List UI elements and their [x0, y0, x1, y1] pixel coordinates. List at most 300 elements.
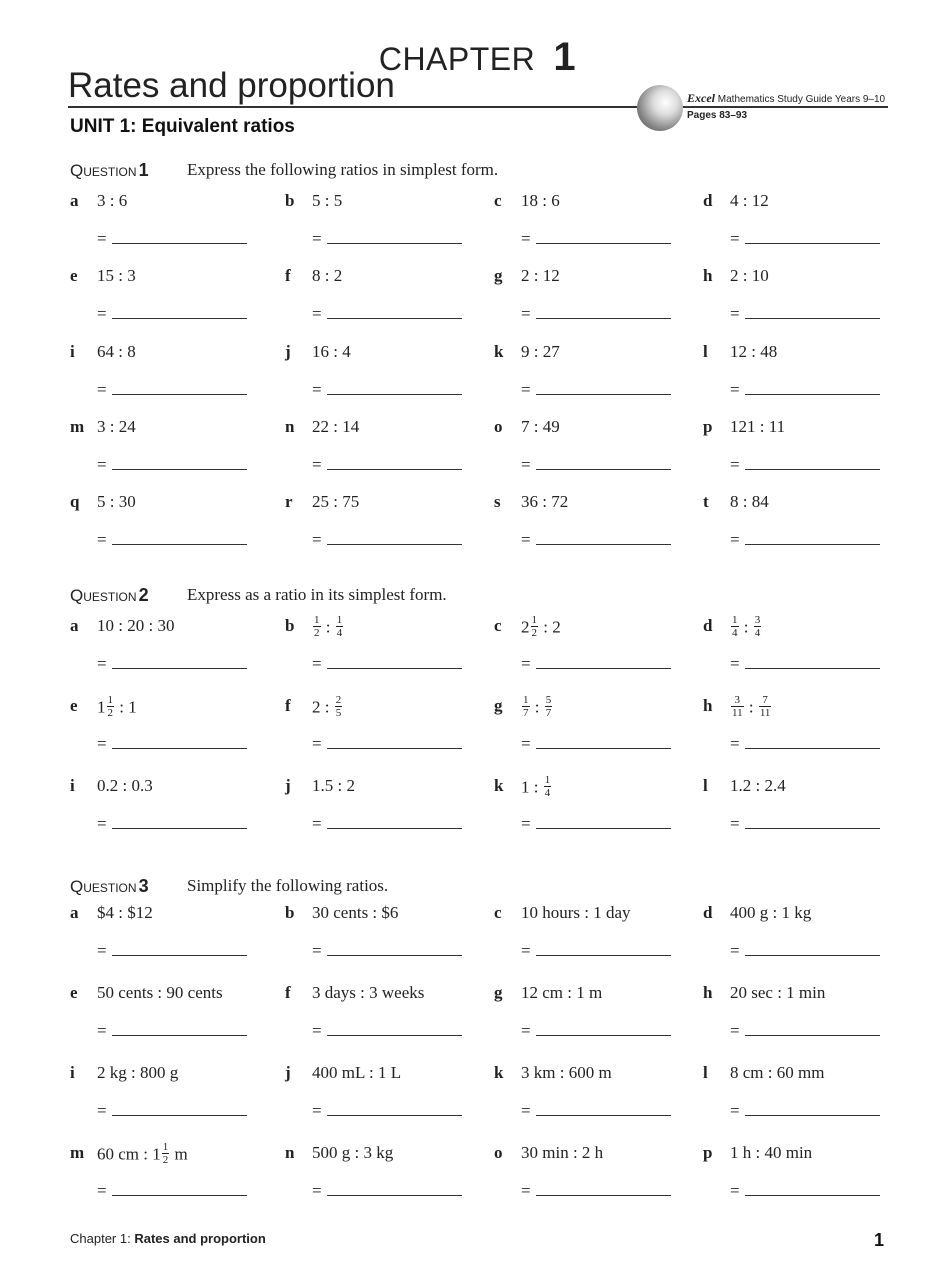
item-letter: m [70, 1143, 85, 1162]
equals-sign: = [312, 530, 322, 550]
item-letter: l [703, 776, 708, 795]
equals-sign: = [521, 454, 531, 474]
equals-sign: = [730, 530, 740, 550]
answer-blank[interactable] [327, 243, 462, 244]
equals-sign: = [97, 1181, 107, 1200]
question-item [70, 417, 260, 487]
item-expression [521, 983, 602, 1003]
question-item [703, 266, 893, 336]
item-letter: i [70, 776, 75, 795]
fraction-numerator: 1 [162, 1141, 169, 1153]
fraction [731, 694, 744, 719]
equals-sign: = [312, 379, 322, 399]
fraction-denominator: 2 [531, 627, 537, 639]
question-item [494, 342, 684, 412]
item-expression [312, 616, 344, 641]
item-letter: k [494, 341, 504, 361]
answer-blank[interactable] [536, 828, 671, 829]
equals-sign: = [312, 229, 322, 248]
fraction-denominator: 4 [544, 787, 551, 799]
item-expression: 2 : 12 [521, 266, 560, 286]
fraction [754, 614, 762, 639]
answer-blank[interactable] [745, 318, 880, 319]
answer-blank[interactable] [112, 668, 247, 669]
item-letter: b [285, 903, 295, 922]
item-letter: h [703, 696, 713, 715]
equals-sign: = [97, 1021, 107, 1040]
item-expression [97, 696, 137, 721]
question-heading [70, 160, 499, 181]
expression-text: 2 [521, 617, 530, 637]
equals-sign: = [521, 1181, 531, 1200]
item-letter: m [70, 416, 85, 436]
question-item [70, 903, 260, 973]
question-word: Question [70, 161, 137, 180]
item-expression [730, 983, 825, 1003]
item-expression: 64 : 8 [97, 341, 136, 361]
answer-blank[interactable] [536, 955, 671, 956]
equals-sign: = [97, 734, 107, 753]
expression-text: 1 [97, 697, 106, 717]
item-expression: 16 : 4 [312, 341, 351, 361]
expression-text: 2 kg : 800 g [97, 1063, 179, 1082]
item-expression [521, 1063, 612, 1083]
equals-sign: = [97, 530, 107, 550]
equals-sign: = [730, 454, 740, 474]
item-letter: j [285, 341, 291, 361]
item-letter: d [703, 191, 713, 210]
item-expression [521, 903, 631, 923]
expression-text: : [744, 697, 758, 717]
item-letter: c [494, 903, 502, 922]
item-letter: n [285, 416, 295, 436]
item-expression [97, 1143, 188, 1168]
question-prompt: Simplify the following ratios. [187, 876, 389, 895]
expression-text: 10 hours : 1 day [521, 903, 631, 922]
question-heading [70, 585, 447, 606]
item-expression: 8 : 2 [312, 266, 343, 286]
item-letter: d [703, 616, 713, 635]
question-item [703, 776, 893, 846]
equals-sign: = [97, 1101, 107, 1120]
study-guide-reference [687, 91, 885, 106]
answer-blank[interactable] [745, 544, 880, 545]
equals-sign: = [97, 304, 107, 324]
unit-heading: UNIT 1: Equivalent ratios [70, 116, 295, 137]
fraction-denominator: 11 [732, 707, 743, 719]
expression-text: : [530, 697, 544, 717]
expression-text: 8 cm : 60 mm [730, 1063, 825, 1082]
fraction [522, 694, 530, 719]
equals-sign: = [730, 1021, 740, 1040]
item-letter: e [70, 266, 78, 286]
chapter-word: CHAPTER [378, 41, 536, 77]
question-item [703, 696, 893, 766]
fraction-denominator: 4 [732, 627, 738, 639]
equals-sign: = [521, 1101, 531, 1120]
question-item [285, 776, 475, 846]
fraction-denominator: 7 [523, 707, 529, 719]
equals-sign: = [730, 734, 740, 753]
question-prompt: Express as a ratio in its simplest form. [187, 585, 447, 604]
question-item [285, 417, 475, 487]
answer-blank[interactable] [745, 243, 880, 244]
question-item [703, 616, 893, 686]
answer-blank[interactable] [327, 1035, 462, 1036]
item-expression: 3 : 24 [97, 416, 136, 436]
expression-text: $4 : $12 [97, 903, 153, 922]
pages-reference: Pages 83–93 [687, 110, 748, 121]
title-divider [68, 106, 888, 108]
fraction-numerator: 1 [107, 694, 113, 706]
equals-sign: = [312, 1021, 322, 1040]
answer-blank[interactable] [536, 318, 671, 319]
item-letter: a [70, 616, 79, 635]
question-item [494, 616, 684, 686]
answer-blank[interactable] [536, 1195, 671, 1196]
equals-sign: = [730, 1181, 740, 1200]
answer-blank[interactable] [327, 469, 462, 470]
item-letter: i [70, 341, 75, 361]
answer-blank[interactable] [536, 1115, 671, 1116]
question-item [703, 191, 893, 261]
item-expression: 36 : 72 [521, 492, 569, 512]
expression-text: : [321, 617, 335, 637]
equals-sign: = [312, 454, 322, 474]
question-item [285, 266, 475, 336]
fraction-numerator: 1 [314, 614, 320, 626]
question-item [70, 191, 260, 261]
equals-sign: = [97, 654, 107, 673]
answer-blank[interactable] [327, 394, 462, 395]
item-letter: l [703, 341, 708, 361]
equals-sign: = [312, 1181, 322, 1200]
item-letter: g [494, 983, 503, 1002]
item-expression [521, 776, 552, 801]
question-item [285, 696, 475, 766]
item-letter: f [285, 696, 291, 715]
expression-text: m [170, 1144, 188, 1164]
answer-blank[interactable] [745, 1115, 880, 1116]
question-item [70, 342, 260, 412]
question-item [285, 616, 475, 686]
fraction-numerator: 1 [544, 774, 551, 786]
item-expression: 5 : 5 [312, 191, 343, 210]
answer-blank[interactable] [745, 394, 880, 395]
item-expression [730, 903, 811, 923]
equals-sign: = [97, 229, 107, 248]
equals-sign: = [521, 941, 531, 960]
answer-blank[interactable] [327, 748, 462, 749]
answer-blank[interactable] [112, 1195, 247, 1196]
item-expression [312, 903, 398, 923]
expression-text: : 1 [115, 697, 137, 717]
question-item [70, 1143, 260, 1213]
expression-text: 1.2 : 2.4 [730, 776, 786, 795]
item-expression [97, 776, 153, 796]
answer-blank[interactable] [112, 828, 247, 829]
answer-blank[interactable] [327, 955, 462, 956]
item-letter: f [285, 266, 291, 286]
item-expression [521, 1143, 603, 1163]
question-item [285, 191, 475, 261]
page-title: Rates and proportion [68, 66, 395, 105]
item-expression [730, 696, 772, 721]
equals-sign: = [312, 814, 322, 833]
item-letter: t [703, 492, 709, 512]
fraction-denominator: 2 [162, 1154, 169, 1166]
question-item [285, 492, 475, 562]
answer-blank[interactable] [327, 828, 462, 829]
fraction-numerator: 3 [731, 694, 744, 707]
footer-chapter [70, 1231, 266, 1246]
equals-sign: = [730, 814, 740, 833]
equals-sign: = [97, 454, 107, 474]
item-letter: q [70, 492, 80, 512]
item-expression [97, 983, 223, 1003]
item-letter: p [703, 1143, 713, 1162]
item-expression [312, 1143, 393, 1163]
expression-text: 500 g : 3 kg [312, 1143, 394, 1162]
item-letter: b [285, 191, 295, 210]
answer-blank[interactable] [112, 748, 247, 749]
fraction-numerator: 7 [759, 694, 772, 707]
item-expression: 2 : 10 [730, 266, 769, 286]
guide-brand: Excel [687, 91, 715, 105]
equals-sign: = [521, 654, 531, 673]
question-item [70, 696, 260, 766]
question-item [70, 616, 260, 686]
expression-text: 12 cm : 1 m [521, 983, 603, 1002]
question-item [70, 983, 260, 1053]
question-item [494, 903, 684, 973]
expression-text: 400 mL : 1 L [312, 1063, 402, 1082]
question-item [494, 1143, 684, 1213]
answer-blank[interactable] [327, 668, 462, 669]
answer-blank[interactable] [112, 1115, 247, 1116]
answer-blank[interactable] [745, 828, 880, 829]
item-expression [97, 1063, 178, 1083]
item-expression [521, 616, 561, 641]
fraction [107, 694, 115, 719]
question-item [494, 1063, 684, 1133]
item-letter: k [494, 776, 504, 795]
question-item [703, 342, 893, 412]
item-letter: j [285, 1063, 291, 1082]
item-letter: g [494, 266, 503, 286]
question-item [70, 1063, 260, 1133]
item-letter: j [285, 776, 291, 795]
fraction [544, 774, 552, 799]
expression-text: 60 cm : 1 [97, 1144, 161, 1164]
fraction-numerator: 2 [335, 694, 342, 706]
fraction-numerator: 1 [531, 614, 537, 626]
question-item [703, 903, 893, 973]
item-letter: b [285, 616, 295, 635]
equals-sign: = [521, 229, 531, 248]
guide-name: Mathematics Study Guide Years 9–10 [717, 94, 886, 105]
expression-text: 50 cents : 90 cents [97, 983, 223, 1002]
item-expression [97, 903, 153, 923]
item-letter: f [285, 983, 291, 1002]
answer-blank[interactable] [745, 955, 880, 956]
question-item [70, 776, 260, 846]
equals-sign: = [312, 734, 322, 753]
answer-blank[interactable] [327, 544, 462, 545]
expression-text: 3 km : 600 m [521, 1063, 612, 1082]
item-expression: 8 : 84 [730, 492, 769, 512]
equals-sign: = [97, 941, 107, 960]
chapter-number: 1 [553, 35, 577, 79]
expression-text: 0.2 : 0.3 [97, 776, 153, 795]
answer-blank[interactable] [536, 668, 671, 669]
equals-sign: = [521, 1021, 531, 1040]
item-expression: 4 : 12 [730, 191, 769, 210]
answer-blank[interactable] [745, 1035, 880, 1036]
question-item [494, 983, 684, 1053]
item-expression [97, 616, 174, 636]
equals-sign: = [312, 1101, 322, 1120]
question-prompt: Express the following ratios in simplest form. [187, 160, 499, 179]
question-item [494, 417, 684, 487]
answer-blank[interactable] [536, 243, 671, 244]
question-item [494, 266, 684, 336]
expression-text: 20 sec : 1 min [730, 983, 826, 1002]
answer-blank[interactable] [536, 748, 671, 749]
item-letter: e [70, 696, 78, 715]
item-letter: e [70, 983, 78, 1002]
equals-sign: = [730, 941, 740, 960]
fraction-denominator: 2 [314, 627, 320, 639]
question-item [70, 492, 260, 562]
answer-blank[interactable] [112, 243, 247, 244]
expression-text: 1 h : 40 min [730, 1143, 813, 1162]
equals-sign: = [312, 654, 322, 673]
equals-sign: = [730, 654, 740, 673]
question-item [703, 1063, 893, 1133]
item-letter: a [70, 191, 79, 210]
item-letter: s [494, 492, 501, 512]
equals-sign: = [730, 379, 740, 399]
equals-sign: = [97, 814, 107, 833]
item-letter: h [703, 266, 713, 286]
item-expression [730, 1063, 824, 1083]
question-item [494, 492, 684, 562]
item-letter: k [494, 1063, 504, 1082]
answer-blank[interactable] [745, 469, 880, 470]
fraction-denominator: 7 [545, 707, 552, 719]
item-expression: 121 : 11 [730, 416, 786, 436]
item-expression [312, 983, 424, 1003]
fraction-numerator: 1 [732, 614, 738, 626]
question-item [70, 266, 260, 336]
question-number: 3 [138, 876, 149, 896]
fraction [759, 694, 772, 719]
item-expression [521, 696, 553, 721]
expression-text: 2 : [312, 697, 334, 717]
expression-text: 3 days : 3 weeks [312, 983, 425, 1002]
answer-blank[interactable] [745, 668, 880, 669]
fraction-denominator: 4 [754, 627, 761, 639]
question-word: Question [70, 586, 137, 605]
question-item [285, 903, 475, 973]
item-letter: a [70, 903, 79, 922]
expression-text: : 2 [539, 617, 561, 637]
fraction [336, 614, 344, 639]
fraction-denominator: 5 [335, 707, 342, 719]
equals-sign: = [521, 814, 531, 833]
answer-blank[interactable] [112, 1035, 247, 1036]
equals-sign: = [312, 941, 322, 960]
answer-blank[interactable] [327, 1115, 462, 1116]
item-letter: r [285, 492, 293, 512]
expression-text: 30 cents : $6 [312, 903, 399, 922]
item-expression [730, 1143, 812, 1163]
question-number: 1 [138, 160, 149, 180]
item-letter: o [494, 1143, 503, 1162]
answer-blank[interactable] [112, 318, 247, 319]
item-expression: 9 : 27 [521, 341, 560, 361]
item-letter: h [703, 983, 713, 1002]
fraction [545, 694, 553, 719]
answer-blank[interactable] [536, 544, 671, 545]
answer-blank[interactable] [112, 394, 247, 395]
question-item [285, 1063, 475, 1133]
item-expression [312, 696, 343, 721]
item-expression [312, 776, 355, 796]
expression-text: 10 : 20 : 30 [97, 616, 175, 635]
answer-blank[interactable] [112, 544, 247, 545]
answer-blank[interactable] [112, 469, 247, 470]
item-letter: c [494, 191, 502, 210]
fraction-numerator: 1 [336, 614, 343, 626]
item-letter: c [494, 616, 502, 635]
answer-blank[interactable] [745, 1195, 880, 1196]
equals-sign: = [521, 379, 531, 399]
question-item [285, 1143, 475, 1213]
answer-blank[interactable] [327, 318, 462, 319]
page-number: 1 [874, 1230, 885, 1250]
answer-blank[interactable] [536, 1035, 671, 1036]
question-item [703, 492, 893, 562]
fraction-denominator: 4 [336, 627, 343, 639]
equals-sign: = [730, 304, 740, 324]
fraction-numerator: 5 [545, 694, 552, 706]
fraction [162, 1141, 170, 1166]
expression-text: : [739, 617, 753, 637]
fraction-numerator: 3 [754, 614, 761, 626]
item-letter: o [494, 416, 503, 436]
question-heading [70, 876, 389, 897]
item-letter: p [703, 416, 713, 436]
item-letter: i [70, 1063, 75, 1082]
answer-blank[interactable] [536, 394, 671, 395]
fraction [731, 614, 739, 639]
item-expression: 12 : 48 [730, 341, 778, 361]
equals-sign: = [521, 530, 531, 550]
item-expression: 15 : 3 [97, 266, 136, 286]
question-item [494, 696, 684, 766]
answer-blank[interactable] [327, 1195, 462, 1196]
item-expression [730, 616, 762, 641]
answer-blank[interactable] [536, 469, 671, 470]
question-item [494, 776, 684, 846]
answer-blank[interactable] [745, 748, 880, 749]
excel-disc-icon [637, 85, 683, 131]
answer-blank[interactable] [112, 955, 247, 956]
equals-sign: = [730, 229, 740, 248]
fraction-denominator: 11 [759, 707, 771, 719]
